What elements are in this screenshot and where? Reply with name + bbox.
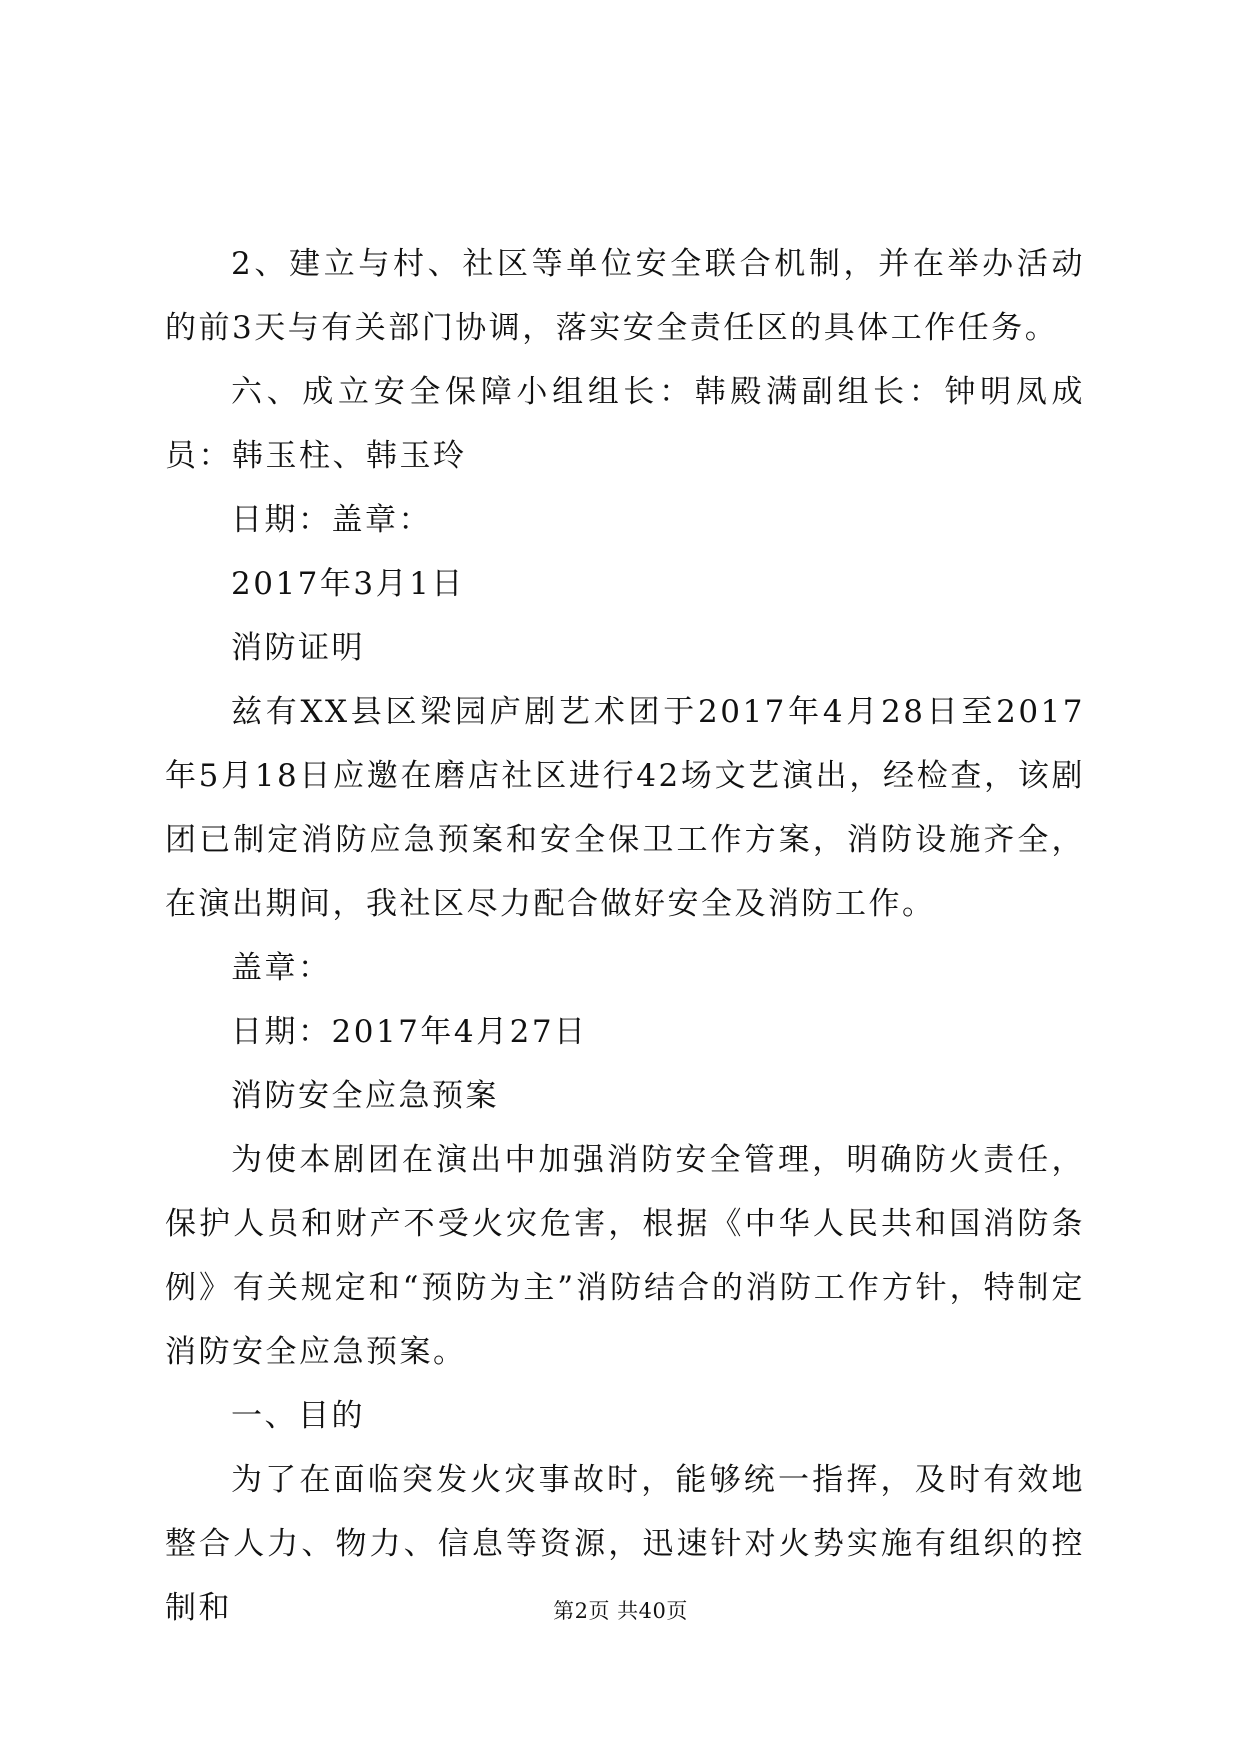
paragraph-seal: 盖章： <box>231 950 332 986</box>
document-body <box>165 232 1085 1640</box>
paragraph-date-1: 2017年3月1日 <box>231 566 465 602</box>
paragraph-plan-intro: 为使本剧团在演出中加强消防安全管理，明确防火责任，保护人员和财产不受火灾危害，根据《中华人民共和国消防条例》有关规定和“预防为主”消防结合的消防工作方针，特制定消防安全应急预案。 <box>165 1142 1085 1370</box>
paragraph-safety-team: 六、成立安全保障小组组长：韩殿满副组长：钟明凤成员：韩玉柱、韩玉玲 <box>165 374 1085 474</box>
section-title-emergency-plan: 消防安全应急预案 <box>231 1078 499 1114</box>
paragraph-date-2: 日期：2017年4月27日 <box>231 1014 588 1050</box>
section-title-fire-certificate: 消防证明 <box>231 630 365 666</box>
paragraph-purpose-body: 为了在面临突发火灾事故时，能够统一指挥，及时有效地整合人力、物力、信息等资源，迅速针对火势实施有组织的控制和 <box>165 1462 1085 1626</box>
section-heading-purpose: 一、目的 <box>231 1398 365 1434</box>
paragraph-certificate-body: 兹有XX县区梁园庐剧艺术团于2017年4月28日至2017年5月18日应邀在磨店社区进行42场文艺演出，经检查，该剧团已制定消防应急预案和安全保卫工作方案，消防设施齐全，在演出期间，我社区尽力配合做好安全及消防工作。 <box>165 694 1085 922</box>
paragraph-safety-linkage: 2、建立与村、社区等单位安全联合机制，并在举办活动的前3天与有关部门协调，落实安全责任区的具体工作任务。 <box>165 246 1085 346</box>
page-number-footer: 第2页 共40页 <box>553 1599 688 1623</box>
paragraph-date-seal: 日期：盖章： <box>231 502 432 538</box>
